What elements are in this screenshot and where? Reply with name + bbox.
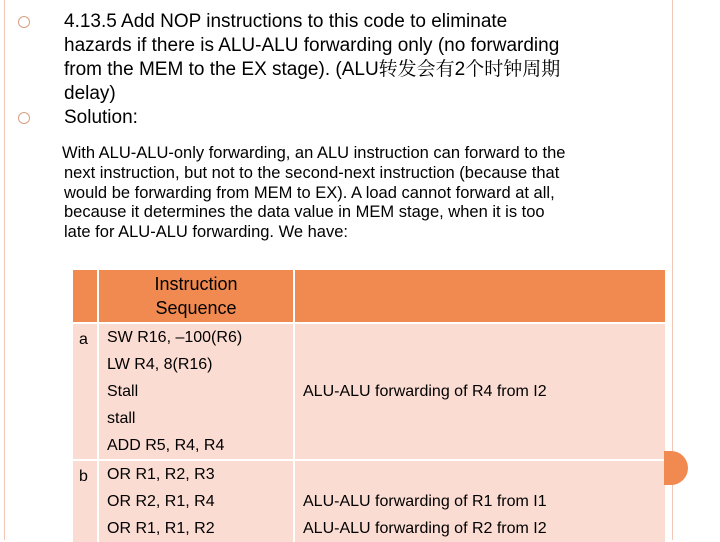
- question-line-3: from the MEM to the EX stage). (ALU转发会有2个时钟周期: [64, 59, 561, 80]
- note-line: [303, 324, 665, 351]
- bullet-question: [18, 10, 658, 106]
- instruction-line: Stall: [107, 383, 139, 400]
- instruction-line: OR R2, R1, R4: [107, 493, 215, 510]
- solution-heading: Solution:: [64, 107, 138, 128]
- note-line: ALU-ALU forwarding of R4 from I2: [303, 383, 547, 400]
- group-tag-label: b: [79, 468, 88, 485]
- paragraph-line: would be forwarding from MEM to EX). A load cannot forward at all,: [64, 183, 555, 202]
- paragraph-line: late for ALU-ALU forwarding. We have:: [64, 223, 348, 242]
- instruction-line: stall: [107, 410, 136, 427]
- group-tag: [73, 323, 98, 460]
- question-line-4: delay): [64, 83, 116, 104]
- bullet-circle-icon: [18, 112, 30, 124]
- left-frame-line: [4, 0, 5, 540]
- table-group-a: [73, 323, 666, 460]
- header-tag-cell: [73, 270, 98, 323]
- solution-paragraph: [62, 144, 662, 243]
- decorative-half-circle: [664, 451, 688, 485]
- paragraph-line: because it determines the data value in MEM stage, when it is too: [64, 203, 545, 222]
- table-group-b: [73, 460, 666, 542]
- note-line: ALU-ALU forwarding of R1 from I1: [303, 493, 547, 510]
- instruction-cell: [98, 323, 294, 460]
- note-line: ALU-ALU forwarding of R2 from I2: [303, 520, 547, 537]
- note-line: [303, 432, 665, 459]
- bullet-solution: [18, 106, 658, 130]
- instruction-cell: [98, 460, 294, 542]
- instruction-line: ADD R5, R4, R4: [107, 437, 225, 454]
- header-instruction-sequence: [98, 270, 294, 323]
- instruction-line: OR R1, R2, R3: [107, 466, 215, 483]
- header-notes-cell: [294, 270, 666, 323]
- instruction-line: LW R4, 8(R16): [107, 356, 213, 373]
- paragraph-line: With ALU-ALU-only forwarding, an ALU instruction can forward to the: [62, 144, 566, 162]
- note-line: [303, 351, 665, 378]
- notes-cell: [294, 460, 666, 542]
- bullet-list: [18, 10, 658, 130]
- notes-cell: [294, 323, 666, 460]
- bullet-circle-icon: [18, 16, 30, 28]
- question-line-1: 4.13.5 Add NOP instructions to this code to eliminate: [64, 11, 508, 32]
- header-label-line: Instruction: [154, 274, 238, 294]
- header-label-line: Sequence: [155, 298, 237, 318]
- instruction-line: OR R1, R1, R2: [107, 520, 215, 537]
- paragraph-line: next instruction, but not to the second-next instruction (because that: [64, 163, 560, 182]
- note-line: [303, 461, 665, 488]
- instruction-line: SW R16, –100(R6): [107, 329, 243, 346]
- note-line: [303, 405, 665, 432]
- table-header-row: [73, 270, 666, 323]
- question-line-2: hazards if there is ALU-ALU forwarding only (no forwarding: [64, 35, 560, 56]
- instruction-table: [73, 270, 667, 542]
- group-tag: [73, 460, 98, 542]
- group-tag-label: a: [79, 331, 88, 348]
